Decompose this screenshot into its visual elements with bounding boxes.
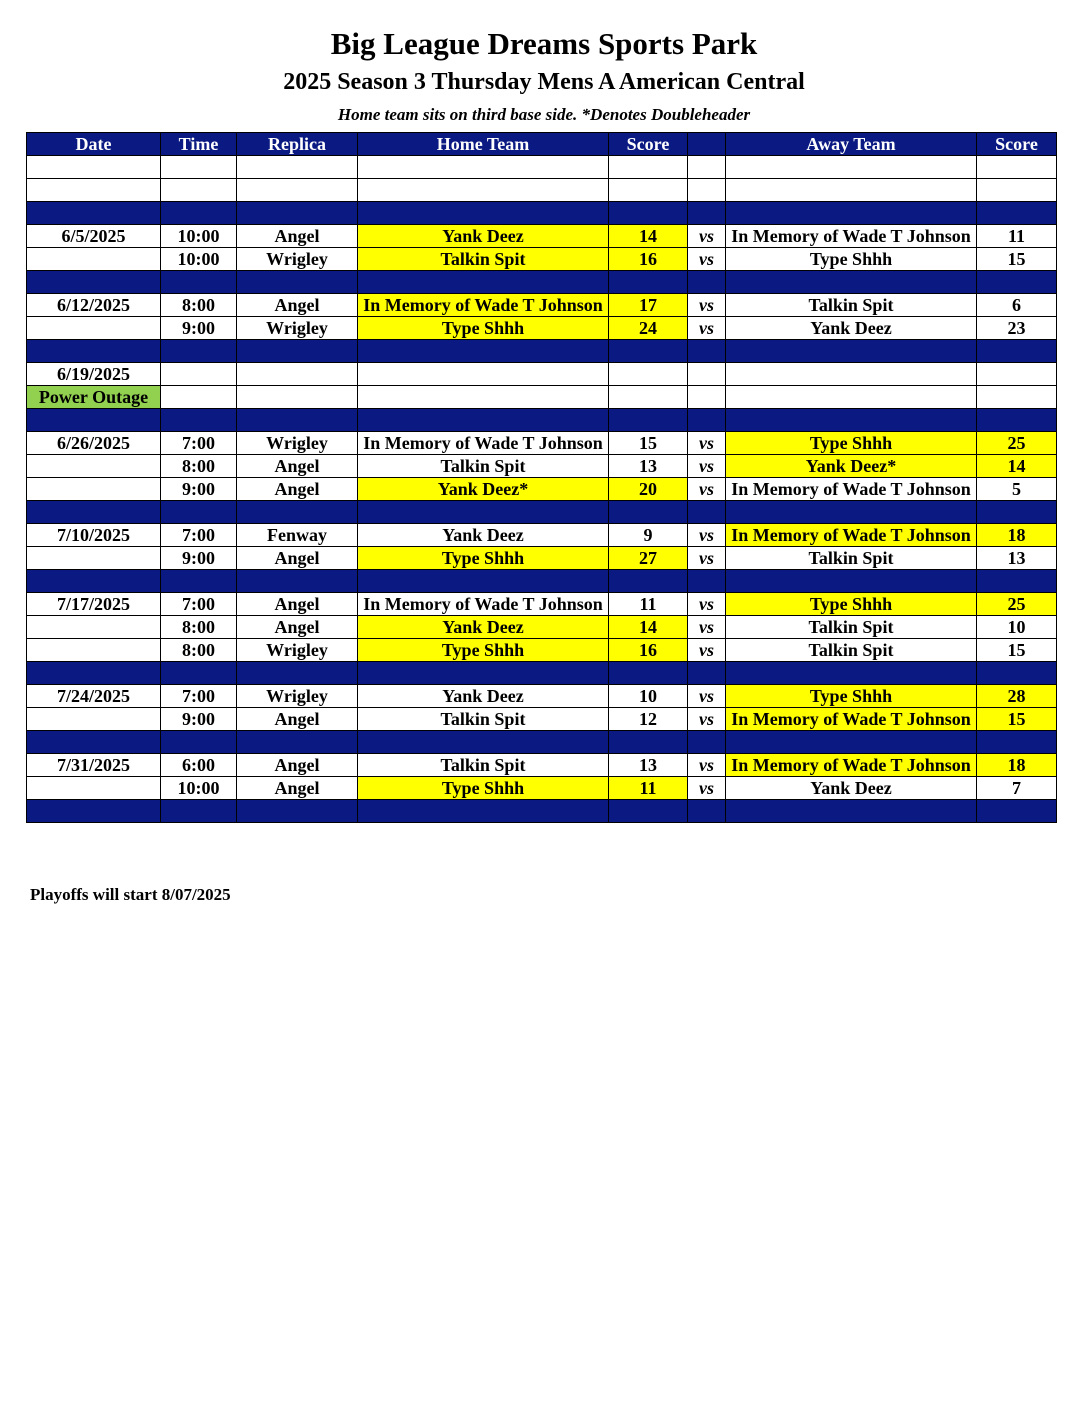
date-cell — [27, 639, 161, 662]
home-team-cell: Yank Deez — [358, 616, 609, 639]
away-score-cell: 15 — [977, 639, 1057, 662]
time-cell — [161, 409, 237, 432]
time-cell: 10:00 — [161, 225, 237, 248]
away-score-cell: 25 — [977, 593, 1057, 616]
away-score-cell — [977, 156, 1057, 179]
replica-cell: Angel — [237, 547, 358, 570]
vs-cell: vs — [688, 478, 726, 501]
home-team-cell — [358, 662, 609, 685]
date-cell — [27, 271, 161, 294]
home-score-cell — [609, 501, 688, 524]
col-header-replica: Replica — [237, 133, 358, 156]
replica-cell — [237, 386, 358, 409]
vs-cell: vs — [688, 294, 726, 317]
time-cell: 9:00 — [161, 478, 237, 501]
home-team-cell: Type Shhh — [358, 777, 609, 800]
home-score-cell — [609, 800, 688, 823]
date-cell: 7/31/2025 — [27, 754, 161, 777]
date-cell: 6/5/2025 — [27, 225, 161, 248]
home-team-cell: Yank Deez — [358, 225, 609, 248]
replica-cell — [237, 340, 358, 363]
home-team-cell: Talkin Spit — [358, 708, 609, 731]
away-team-cell — [726, 202, 977, 225]
away-score-cell — [977, 271, 1057, 294]
away-team-cell — [726, 363, 977, 386]
time-cell — [161, 731, 237, 754]
time-cell — [161, 800, 237, 823]
game-row — [27, 225, 1057, 248]
home-score-cell — [609, 662, 688, 685]
away-team-cell — [726, 662, 977, 685]
away-score-cell: 15 — [977, 248, 1057, 271]
home-score-cell — [609, 409, 688, 432]
replica-cell: Angel — [237, 593, 358, 616]
note-row — [27, 386, 1057, 409]
home-team-cell — [358, 800, 609, 823]
week-separator-row — [27, 271, 1057, 294]
away-score-cell — [977, 340, 1057, 363]
date-cell — [27, 547, 161, 570]
home-team-cell: Yank Deez* — [358, 478, 609, 501]
replica-cell — [237, 731, 358, 754]
vs-cell — [688, 570, 726, 593]
game-row — [27, 432, 1057, 455]
home-team-cell: In Memory of Wade T Johnson — [358, 294, 609, 317]
home-score-cell — [609, 731, 688, 754]
replica-cell: Angel — [237, 777, 358, 800]
game-row — [27, 754, 1057, 777]
home-team-cell: Type Shhh — [358, 317, 609, 340]
replica-cell: Wrigley — [237, 685, 358, 708]
home-team-cell — [358, 363, 609, 386]
away-score-cell — [977, 570, 1057, 593]
vs-cell — [688, 363, 726, 386]
away-team-cell: Type Shhh — [726, 685, 977, 708]
home-team-cell — [358, 570, 609, 593]
replica-cell: Angel — [237, 478, 358, 501]
away-team-cell — [726, 501, 977, 524]
home-score-cell: 16 — [609, 639, 688, 662]
time-cell — [161, 271, 237, 294]
replica-cell — [237, 179, 358, 202]
replica-cell — [237, 363, 358, 386]
time-cell: 8:00 — [161, 455, 237, 478]
home-team-cell — [358, 202, 609, 225]
away-score-cell: 25 — [977, 432, 1057, 455]
home-team-cell — [358, 731, 609, 754]
date-cell — [27, 478, 161, 501]
away-score-cell: 7 — [977, 777, 1057, 800]
vs-cell: vs — [688, 593, 726, 616]
home-score-cell — [609, 570, 688, 593]
date-cell — [27, 156, 161, 179]
time-cell: 7:00 — [161, 524, 237, 547]
header-row — [27, 133, 1057, 156]
away-score-cell — [977, 179, 1057, 202]
week-separator-row — [27, 570, 1057, 593]
away-team-cell: Yank Deez — [726, 317, 977, 340]
home-score-cell: 14 — [609, 616, 688, 639]
replica-cell: Angel — [237, 754, 358, 777]
replica-cell: Angel — [237, 455, 358, 478]
away-team-cell — [726, 179, 977, 202]
date-cell: 6/19/2025 — [27, 363, 161, 386]
time-cell: 8:00 — [161, 616, 237, 639]
away-score-cell — [977, 363, 1057, 386]
home-score-cell: 27 — [609, 547, 688, 570]
away-team-cell — [726, 731, 977, 754]
home-score-cell — [609, 202, 688, 225]
away-team-cell: Talkin Spit — [726, 616, 977, 639]
home-score-cell: 13 — [609, 754, 688, 777]
time-cell: 9:00 — [161, 547, 237, 570]
away-score-cell: 14 — [977, 455, 1057, 478]
week-separator-row — [27, 501, 1057, 524]
date-cell — [27, 708, 161, 731]
away-score-cell — [977, 662, 1057, 685]
vs-cell: vs — [688, 639, 726, 662]
game-row — [27, 317, 1057, 340]
week-separator-row — [27, 800, 1057, 823]
vs-cell: vs — [688, 685, 726, 708]
replica-cell — [237, 800, 358, 823]
replica-cell: Wrigley — [237, 317, 358, 340]
away-team-cell: Type Shhh — [726, 248, 977, 271]
home-score-cell: 11 — [609, 593, 688, 616]
replica-cell: Angel — [237, 225, 358, 248]
replica-cell: Angel — [237, 616, 358, 639]
week-separator-row — [27, 409, 1057, 432]
time-cell: 8:00 — [161, 639, 237, 662]
time-cell: 7:00 — [161, 685, 237, 708]
date-cell: 6/12/2025 — [27, 294, 161, 317]
blank-row — [27, 179, 1057, 202]
date-cell — [27, 616, 161, 639]
home-score-cell: 20 — [609, 478, 688, 501]
replica-cell — [237, 662, 358, 685]
week-separator-row — [27, 662, 1057, 685]
home-team-cell — [358, 409, 609, 432]
home-score-cell: 10 — [609, 685, 688, 708]
time-cell: 7:00 — [161, 432, 237, 455]
replica-cell — [237, 501, 358, 524]
game-row — [27, 708, 1057, 731]
time-cell — [161, 202, 237, 225]
date-cell: 7/10/2025 — [27, 524, 161, 547]
home-team-cell: Talkin Spit — [358, 248, 609, 271]
game-row — [27, 685, 1057, 708]
away-team-cell — [726, 156, 977, 179]
replica-cell: Fenway — [237, 524, 358, 547]
col-header-vs — [688, 133, 726, 156]
away-team-cell: In Memory of Wade T Johnson — [726, 225, 977, 248]
vs-cell: vs — [688, 777, 726, 800]
away-score-cell: 6 — [977, 294, 1057, 317]
home-team-cell — [358, 156, 609, 179]
replica-cell — [237, 156, 358, 179]
game-row — [27, 639, 1057, 662]
away-score-cell — [977, 409, 1057, 432]
time-cell — [161, 156, 237, 179]
vs-cell — [688, 340, 726, 363]
date-cell — [27, 777, 161, 800]
away-team-cell: Yank Deez* — [726, 455, 977, 478]
home-score-cell: 24 — [609, 317, 688, 340]
game-row — [27, 547, 1057, 570]
home-score-cell: 12 — [609, 708, 688, 731]
home-score-cell: 16 — [609, 248, 688, 271]
home-team-cell — [358, 340, 609, 363]
game-row — [27, 616, 1057, 639]
date-cell — [27, 179, 161, 202]
home-score-cell — [609, 179, 688, 202]
home-team-cell: In Memory of Wade T Johnson — [358, 593, 609, 616]
home-team-cell — [358, 179, 609, 202]
vs-cell — [688, 409, 726, 432]
replica-cell: Angel — [237, 708, 358, 731]
replica-cell — [237, 202, 358, 225]
page-title: Big League Dreams Sports Park — [330, 26, 758, 61]
away-team-cell: In Memory of Wade T Johnson — [726, 754, 977, 777]
home-score-cell: 14 — [609, 225, 688, 248]
vs-cell — [688, 202, 726, 225]
date-cell — [27, 455, 161, 478]
vs-cell — [688, 386, 726, 409]
vs-cell: vs — [688, 455, 726, 478]
game-row — [27, 478, 1057, 501]
schedule-body — [27, 156, 1057, 823]
away-score-cell — [977, 731, 1057, 754]
replica-cell: Angel — [237, 294, 358, 317]
game-row — [27, 593, 1057, 616]
away-team-cell — [726, 409, 977, 432]
time-cell — [161, 340, 237, 363]
away-team-cell: Talkin Spit — [726, 547, 977, 570]
time-cell — [161, 363, 237, 386]
home-score-cell: 11 — [609, 777, 688, 800]
replica-cell: Wrigley — [237, 639, 358, 662]
vs-cell: vs — [688, 524, 726, 547]
schedule-table — [26, 132, 1057, 823]
away-score-cell: 28 — [977, 685, 1057, 708]
away-team-cell — [726, 271, 977, 294]
home-team-cell: Talkin Spit — [358, 754, 609, 777]
away-score-cell — [977, 386, 1057, 409]
replica-cell — [237, 409, 358, 432]
date-cell — [27, 202, 161, 225]
away-team-cell: Yank Deez — [726, 777, 977, 800]
note-row — [27, 363, 1057, 386]
vs-cell — [688, 731, 726, 754]
home-team-cell — [358, 386, 609, 409]
col-header-away-team: Away Team — [726, 133, 977, 156]
time-cell — [161, 570, 237, 593]
time-cell: 9:00 — [161, 708, 237, 731]
away-score-cell: 13 — [977, 547, 1057, 570]
home-score-cell — [609, 156, 688, 179]
time-cell: 8:00 — [161, 294, 237, 317]
home-team-cell — [358, 271, 609, 294]
home-score-cell: 15 — [609, 432, 688, 455]
date-cell — [27, 340, 161, 363]
vs-cell — [688, 179, 726, 202]
date-cell: 6/26/2025 — [27, 432, 161, 455]
date-cell — [27, 800, 161, 823]
date-cell — [27, 731, 161, 754]
date-cell — [27, 501, 161, 524]
time-cell: 10:00 — [161, 777, 237, 800]
vs-cell — [688, 501, 726, 524]
away-score-cell: 11 — [977, 225, 1057, 248]
replica-cell: Wrigley — [237, 432, 358, 455]
away-score-cell: 15 — [977, 708, 1057, 731]
home-score-cell: 13 — [609, 455, 688, 478]
home-score-cell — [609, 271, 688, 294]
vs-cell: vs — [688, 547, 726, 570]
home-score-cell: 9 — [609, 524, 688, 547]
vs-cell — [688, 800, 726, 823]
col-header-home-score: Score — [609, 133, 688, 156]
away-team-cell: In Memory of Wade T Johnson — [726, 708, 977, 731]
away-team-cell — [726, 570, 977, 593]
away-team-cell: Talkin Spit — [726, 639, 977, 662]
away-score-cell: 5 — [977, 478, 1057, 501]
away-team-cell: Type Shhh — [726, 593, 977, 616]
week-separator-row — [27, 731, 1057, 754]
col-header-date: Date — [27, 133, 161, 156]
time-cell: 9:00 — [161, 317, 237, 340]
home-score-cell — [609, 340, 688, 363]
date-cell — [27, 248, 161, 271]
replica-cell — [237, 271, 358, 294]
playoffs-note: Playoffs will start 8/07/2025 — [30, 885, 231, 904]
page-subtitle: 2025 Season 3 Thursday Mens A American Central — [283, 69, 805, 95]
away-team-cell — [726, 386, 977, 409]
vs-cell: vs — [688, 248, 726, 271]
time-cell: 6:00 — [161, 754, 237, 777]
away-team-cell: In Memory of Wade T Johnson — [726, 478, 977, 501]
away-score-cell — [977, 800, 1057, 823]
time-cell — [161, 179, 237, 202]
date-cell — [27, 317, 161, 340]
date-cell — [27, 570, 161, 593]
time-cell — [161, 501, 237, 524]
vs-cell: vs — [688, 616, 726, 639]
vs-cell — [688, 662, 726, 685]
date-cell: Power Outage — [27, 386, 161, 409]
vs-cell — [688, 156, 726, 179]
replica-cell: Wrigley — [237, 248, 358, 271]
away-team-cell: Type Shhh — [726, 432, 977, 455]
game-row — [27, 777, 1057, 800]
time-cell: 7:00 — [161, 593, 237, 616]
away-team-cell: Talkin Spit — [726, 294, 977, 317]
week-separator-row — [27, 340, 1057, 363]
col-header-home-team: Home Team — [358, 133, 609, 156]
home-team-cell: Type Shhh — [358, 639, 609, 662]
vs-cell — [688, 271, 726, 294]
game-row — [27, 455, 1057, 478]
away-score-cell: 10 — [977, 616, 1057, 639]
game-row — [27, 524, 1057, 547]
date-cell — [27, 662, 161, 685]
away-score-cell: 23 — [977, 317, 1057, 340]
vs-cell: vs — [688, 317, 726, 340]
away-team-cell: In Memory of Wade T Johnson — [726, 524, 977, 547]
home-team-cell: Yank Deez — [358, 685, 609, 708]
date-cell — [27, 409, 161, 432]
game-row — [27, 248, 1057, 271]
time-cell: 10:00 — [161, 248, 237, 271]
away-score-cell — [977, 202, 1057, 225]
doubleheader-note: Home team sits on third base side. *Denotes Doubleheader — [337, 105, 751, 124]
replica-cell — [237, 570, 358, 593]
away-score-cell: 18 — [977, 524, 1057, 547]
away-score-cell: 18 — [977, 754, 1057, 777]
col-header-time: Time — [161, 133, 237, 156]
home-score-cell — [609, 363, 688, 386]
home-team-cell: Type Shhh — [358, 547, 609, 570]
home-team-cell — [358, 501, 609, 524]
vs-cell: vs — [688, 432, 726, 455]
away-score-cell — [977, 501, 1057, 524]
blank-row — [27, 156, 1057, 179]
home-score-cell — [609, 386, 688, 409]
away-team-cell — [726, 340, 977, 363]
home-team-cell: Talkin Spit — [358, 455, 609, 478]
time-cell — [161, 386, 237, 409]
week-separator-row — [27, 202, 1057, 225]
vs-cell: vs — [688, 225, 726, 248]
date-cell: 7/17/2025 — [27, 593, 161, 616]
time-cell — [161, 662, 237, 685]
game-row — [27, 294, 1057, 317]
vs-cell: vs — [688, 754, 726, 777]
home-team-cell: In Memory of Wade T Johnson — [358, 432, 609, 455]
date-cell: 7/24/2025 — [27, 685, 161, 708]
vs-cell: vs — [688, 708, 726, 731]
home-team-cell: Yank Deez — [358, 524, 609, 547]
away-team-cell — [726, 800, 977, 823]
col-header-away-score: Score — [977, 133, 1057, 156]
home-score-cell: 17 — [609, 294, 688, 317]
